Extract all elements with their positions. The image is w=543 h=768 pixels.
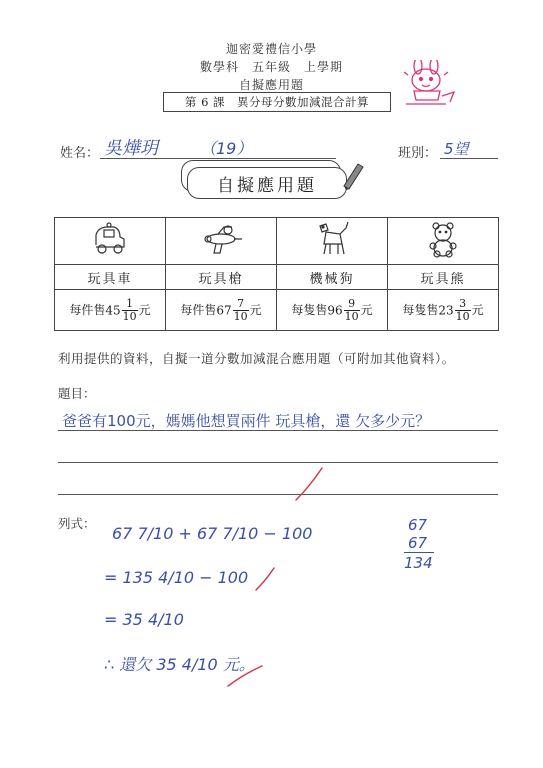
price-unit: 元 [471, 302, 484, 317]
working-line-1: 67 7/10 + 67 7/10 − 100 [112, 524, 313, 543]
toy-name: 機械狗 [277, 265, 388, 290]
lesson-title: 第 6 課 異分母分數加減混合計算 [163, 92, 391, 112]
side-calc-mid: 67 [408, 534, 428, 552]
fraction-denominator: 10 [344, 309, 359, 323]
side-calc-rule [404, 552, 434, 553]
toy-name: 玩具車 [55, 265, 166, 290]
check-mark-icon [256, 568, 274, 590]
name-label: 姓名： [60, 146, 100, 161]
fraction-denominator: 10 [233, 309, 248, 323]
subject-line: 數學科 五年級 上學期 [199, 60, 343, 74]
student-class: 5望 [444, 140, 469, 158]
fraction-numerator: 3 [455, 298, 471, 311]
class-label: 班別： [398, 146, 438, 161]
price-prefix: 每件售 [180, 302, 217, 317]
fraction-numerator: 9 [344, 298, 360, 311]
instruction-text: 利用提供的資料，自擬一道分數加減混合應用題（可附加其他資料）。 [58, 351, 455, 366]
working-line-3: = 35 4/10 [104, 610, 184, 629]
school-name: 迦密愛禮信小學 [225, 42, 317, 56]
student-number: （19） [200, 139, 253, 158]
price-unit: 元 [249, 302, 262, 317]
fraction-denominator: 10 [122, 309, 137, 323]
price-whole: 67 [216, 303, 232, 317]
worksheet-title: 自擬應用題 [238, 78, 304, 92]
price-unit: 元 [360, 302, 373, 317]
student-name: 吳燁玥 [104, 138, 158, 159]
banner-title: 自擬應用題 [187, 167, 347, 199]
working-label: 列式： [58, 516, 96, 531]
price-prefix: 每件售 [69, 302, 106, 317]
price-whole: 96 [327, 303, 343, 317]
fraction-numerator: 7 [233, 298, 249, 311]
price-prefix: 每隻售 [402, 302, 439, 317]
working-line-2: = 135 4/10 − 100 [104, 568, 249, 587]
price-prefix: 每隻售 [291, 302, 328, 317]
price-unit: 元 [138, 302, 151, 317]
question-text: 爸爸有100元，媽媽他想買兩件 玩具槍，還 欠多少元？ [62, 412, 431, 430]
side-calc-top: 67 [408, 516, 428, 534]
working-line-4: ∴ 還欠 35 4/10 元。 [104, 655, 255, 674]
toy-name: 玩具熊 [388, 265, 499, 290]
side-calc-sum: 134 [404, 554, 433, 572]
price-whole: 45 [105, 303, 121, 317]
price-whole: 23 [438, 303, 454, 317]
fraction-numerator: 1 [122, 298, 138, 311]
toy-name: 玩具槍 [166, 265, 277, 290]
question-label: 題目： [58, 386, 96, 401]
fraction-denominator: 10 [455, 309, 470, 323]
check-mark-icon [296, 468, 322, 500]
